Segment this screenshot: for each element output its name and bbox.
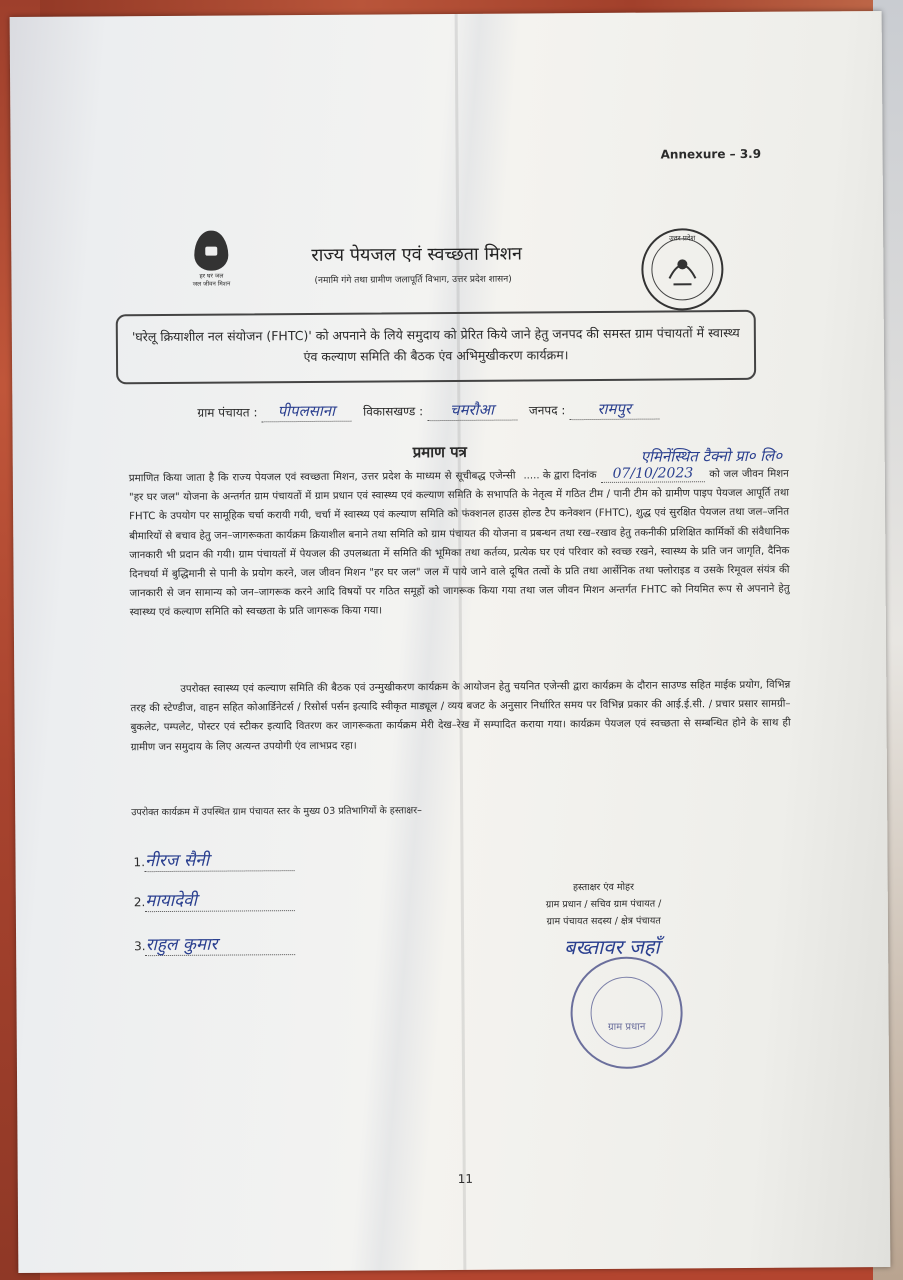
- pradhan-signature: बख्तावर जहाँ: [564, 934, 660, 960]
- district-value: रामपुर: [569, 399, 659, 421]
- participants-intro: उपरोक्त कार्यक्रम में उपस्थित ग्राम पंचायत स्तर के मुख्य 03 प्रतिभागियों के हस्ताक्षर–: [131, 805, 422, 819]
- participant-signature-1: [133, 847, 295, 872]
- block-label: विकासखण्ड :: [363, 404, 424, 419]
- sign-block-line-3: ग्राम पंचायत सदस्य / क्षेत्र पंचायत: [546, 915, 661, 928]
- up-government-seal: [641, 228, 724, 311]
- para1-rest: को जल जीवन मिशन "हर घर जल" योजना के अन्तर्गत ग्राम पंचायतों में ग्राम प्रधान एवं स्वास्थ्य एवं कल्याण समिति के सभापति के नेतृत्व में गठित टीम / पानी टीम को ग्रामीण पाइप पेयजल आपूर्ति तथा FHTC के उपयोग पर सामूहिक चर्चा करायी गयी, चर्चा में स्वास्थ्य एवं कल्याण समिति को फंक्शनल हाउस होल्ड टैप कनेक्शन (FHTC), शुद्ध एवं सुरक्षित पेयजल तथा जल–जनित बीमारियों से बचाव हेतु जन–जागरूकता कार्यक्रम क्रियाशील बनाने तथा समिति को ग्राम पंचायत की योजना व प्रबन्धन तथा रख–रखाव हेतु तकनीकी प्रशिक्षित कार्मिकों की संवैधानिक जानकारी भी प्रदान की गयी। ग्राम पंचायतों में पेयजल की उपलब्धता में समिति की भूमिका तथा कर्तव्य, प्रत्येक घर एवं परिवार को स्वच्छ रखने, स्वास्थ्य के प्रति जन जागृति, दैनिक दिनचर्या में बुद्धिमानी से पानी के प्रयोग करने, जल जीवन मिशन "हर घर जल" जल में पाये जाने वाले दूषित तत्वों के प्रति तथा आर्सेनिक तथा फ्लोराइड व उसके रिमूवल संयंत्र की जानकारी से जन सामान्य को जन–जागरूक करने आदि विषयों पर गठित समूहों को जागरूक किया गया तथा जल जीवन मिशन अन्तर्गत FHTC को नियमित रूप से अपनाने हेतु स्वास्थ्य एवं कल्याण समिति को स्वच्छता के प्रति जागरूक किया गया।: [128, 468, 790, 619]
- signature-name: राहुल कुमार: [145, 931, 295, 956]
- gram-pradhan-stamp: [570, 956, 683, 1069]
- mission-title: राज्य पेयजल एवं स्वच्छता मिशन: [311, 243, 523, 266]
- logo-caption: हर घर जल जल जीवन मिशन: [192, 272, 231, 288]
- para1-start: प्रमाणित किया जाता है कि राज्य पेयजल एवं स्वच्छता मिशन, उत्तर प्रदेश के माध्यम से सूचीबद्ध एजेन्सी: [128, 470, 516, 485]
- emblem-icon: [643, 230, 722, 309]
- participant-signature-3: [134, 931, 296, 956]
- program-title-box: 'घरेलू क्रियाशील नल संयोजन (FHTC)' को अपनाने के लिये समुदाय को प्रेरित किये जाने हेतु जनपद की समस्त ग्राम पंचायतों में स्वास्थ्य एंव कल्याण समिति की बैठक एंव अभिमुखीकरण कार्यक्रम।: [116, 310, 756, 384]
- seal-text: उत्तर प्रदेश: [669, 234, 696, 243]
- mission-subtitle: (नमामि गंगे तथा ग्रामीण जलापूर्ति विभाग, उत्तर प्रदेश शासन): [314, 274, 512, 286]
- block-value: चमरौआ: [427, 400, 517, 422]
- signature-number: 1.: [133, 855, 146, 870]
- signature-number: 2.: [133, 895, 146, 910]
- page-number: 11: [457, 1171, 474, 1186]
- annexure-label: Annexure – 3.9: [660, 146, 762, 162]
- certificate-title: प्रमाण पत्र: [412, 442, 468, 462]
- district-label: जनपद :: [528, 403, 566, 418]
- date-handwritten: 07/10/2023: [601, 465, 706, 483]
- paper-fold: [455, 14, 467, 1270]
- gram-panchayat-label: ग्राम पंचायत :: [197, 405, 258, 420]
- agency-name-handwritten: एमिनेंस्थित टैक्नो प्रा० लि०: [640, 446, 783, 466]
- authority-sign-block: [546, 879, 662, 931]
- certificate-paragraph-1: [129, 464, 790, 623]
- document-page: [10, 11, 891, 1273]
- signature-name: मायादेवी: [145, 887, 295, 912]
- participant-signature-2: [134, 887, 296, 912]
- para1-mid: ..... के द्वारा दिनांक: [523, 469, 597, 482]
- signature-number: 3.: [134, 939, 146, 954]
- gram-panchayat-value: पीपलसाना: [261, 401, 351, 423]
- stamp-text: ग्राम प्रधान: [607, 1021, 646, 1033]
- sign-block-line-1: हस्ताक्षर एंव मोहर: [572, 881, 634, 894]
- certificate-paragraph-2: उपरोक्त स्वास्थ्य एवं कल्याण समिति की बैठक एवं उन्मुखीकरण कार्यक्रम के आयोजन हेतु चयनित एजेन्सी द्वारा कार्यक्रम के दौरान साउण्ड सहित माईक प्रयोग, विभिन्न तरह की स्टेण्डीज, वाहन सहित कोआर्डिनेटर्स / रिसोर्स पर्सन इत्यादि स्वीकृत माड्यूल / व्यय बजट के अनुसार निर्धारित समय पर विभिन्न प्रकार की आई.ई.सी. / प्रचार प्रसार सामग्री–बुकलेट, पम्पलेट, पोस्टर एवं स्टीकर इत्यादि वितरण कर जागरूकता कार्यक्रम मेरी देख–रेख में सम्पादित कराया गया। कार्यक्रम पेयजल एवं स्वच्छता से सम्बन्धित होने के साथ ही ग्रामीण जन समुदाय के लिए अत्यन्त उपयोगी एंव लाभप्रद रहा।: [130, 679, 791, 753]
- jal-jeevan-logo: [181, 230, 241, 288]
- water-drop-icon: [194, 231, 228, 271]
- location-fields: [197, 399, 659, 423]
- sign-block-line-2: ग्राम प्रधान / सचिव ग्राम पंचायत /: [545, 898, 662, 911]
- signature-name: नीरज सैनी: [145, 847, 295, 872]
